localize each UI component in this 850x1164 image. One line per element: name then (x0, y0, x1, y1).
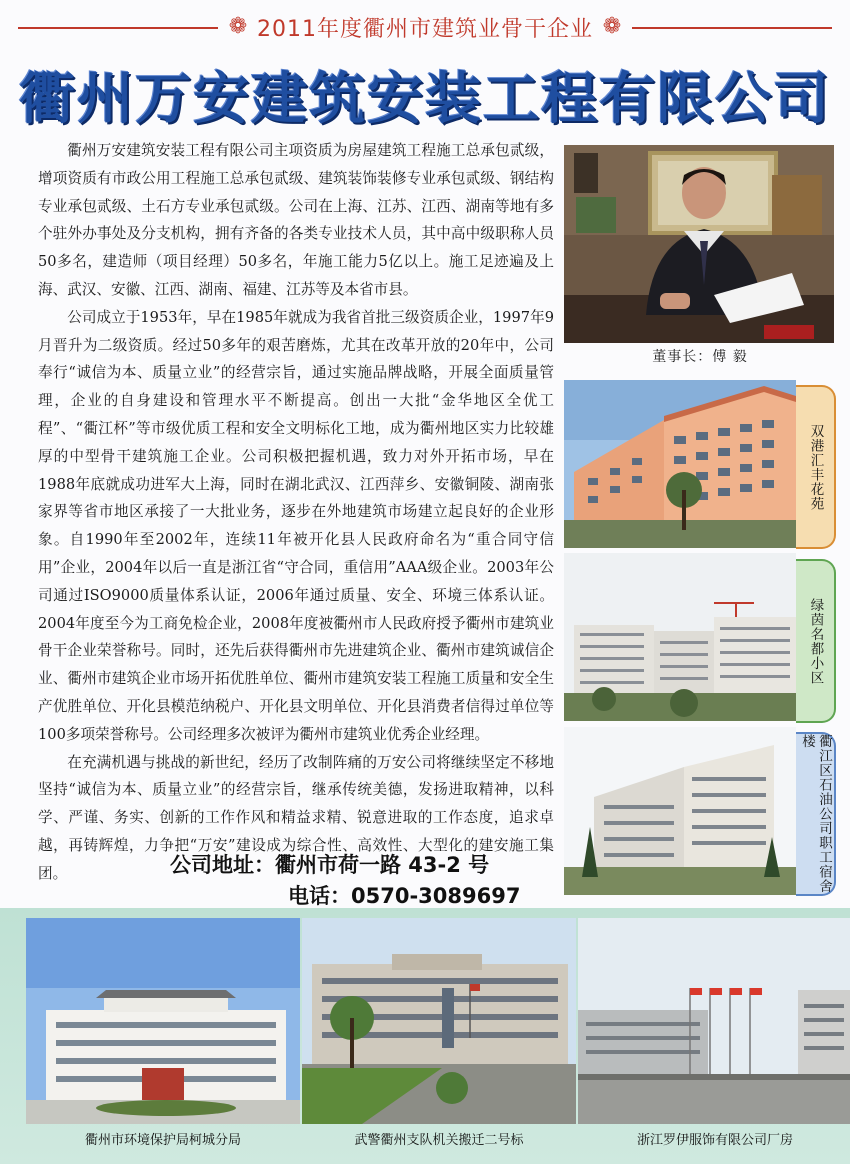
bottom-photo (302, 918, 576, 1124)
header-banner (0, 0, 850, 56)
paragraph: 衢州万安建筑安装工程有限公司主项资质为房屋建筑工程施工总承包贰级，增项资质有市政公用工程施工总承包贰级、建筑装饰装修专业承包贰级、钢结构专业承包贰级、土石方专业承包贰级。公司在上海、江苏、江西、湖南等地有多个驻外办事处及分支机构，拥有齐备的各类专业技术人员，其中高中级职称人员50多名，建造师（项目经理）50多名，年施工能力5亿以上。施工足迹遍及上海、武汉、安徽、江西、湖南、福建、江苏等及本省市县。 (38, 142, 554, 298)
bottom-photo (26, 918, 300, 1124)
project-label: 绿茵名都小区 (796, 559, 836, 723)
bottom-photo-caption: 浙江罗伊服饰有限公司厂房 (636, 1133, 793, 1148)
bottom-photo-caption: 武警衢州支队机关搬迁二号标 (354, 1133, 524, 1148)
header-subtitle: 2011年度衢州市建筑业骨干企业 (257, 17, 593, 42)
chairman-caption: 董事长：傅 毅 (652, 349, 748, 365)
flower-ornament-icon: ❁ (602, 14, 622, 39)
project-photo (564, 380, 796, 548)
bottom-photo (578, 918, 850, 1124)
project-photo (564, 727, 796, 895)
bottom-photo-caption: 衢州市环境保护局柯城分局 (84, 1133, 241, 1148)
project-label: 双港汇丰花苑 (796, 385, 836, 549)
company-phone: 电话：0570-3089697 (288, 884, 521, 908)
paragraph: 在充满机遇与挑战的新世纪，经历了改制阵痛的万安公司将继续坚定不移地坚持“诚信为本、质量立业”的经营宗旨，继承传统美德，发扬进取精神，以科学、严谨、务实、创新的工作作风和精益求精、锐意进取的工作态度，追求卓越，再铸辉煌，力争把“万安”建设成为综合性、高效性、大型化的建安施工集团。 (38, 753, 554, 882)
company-profile-text (38, 137, 554, 888)
flower-ornament-icon: ❁ (228, 14, 248, 39)
chairman-photo (564, 145, 834, 343)
contact-block (170, 850, 520, 912)
project-label: 衢江区石油公司职工宿舍楼 (796, 732, 836, 896)
paragraph: 公司成立于1953年，早在1985年就成为我省首批三级资质企业，1997年9月晋升为二级资质。经过50多年的艰苦磨炼，尤其在改革开放的20年中，公司奉行“诚信为本、质量立业”的经营宗旨，通过实施品牌战略，开展全面质量管理，企业的自身建设和管理水平不断提高。创出一大批“金华地区全优工程”、“衢江杯”等市级优质工程和安全文明标化工地，成为衢州地区实力比较雄厚的中型骨干建筑施工企业。公司积极把握机遇，致力对外开拓市场，早在1988年底就成功进军大上海，同时在湖北武汉、江西萍乡、安徽铜陵、湖南张家界等省市地区承接了一大批业务，逐步在外地建筑市场建立起良好的企业形象。自1990年至2002年，连续11年被开化县人民政府命名为“重合同守信用”企业，2004年以后一直是浙江省“守合同，重信用”AAA级企业。2003年公司通过ISO9000质量体系认证，2006年通过质量、安全、环境三体系认证。2004年度至今为工商免检企业，2008年度被衢州市人民政府授予衢州市建筑业骨干企业荣誉称号。同时，还先后获得衢州市先进建筑企业、衢州市建筑诚信企业、衢州市建筑企业市场开拓优胜单位、衢州市建筑安装工程施工质量和安全生产优胜单位、开化县模范纳税户、开化县文明单位、开化县消费者信得过单位等100多项荣誉称号。公司经理多次被评为衢州市建筑业优秀企业经理。 (38, 308, 554, 743)
project-photo (564, 553, 796, 721)
company-title: 衢州万安建筑安装工程有限公司 (19, 67, 831, 132)
company-address: 公司地址：衢州市荷一路 43-2 号 (170, 853, 490, 877)
